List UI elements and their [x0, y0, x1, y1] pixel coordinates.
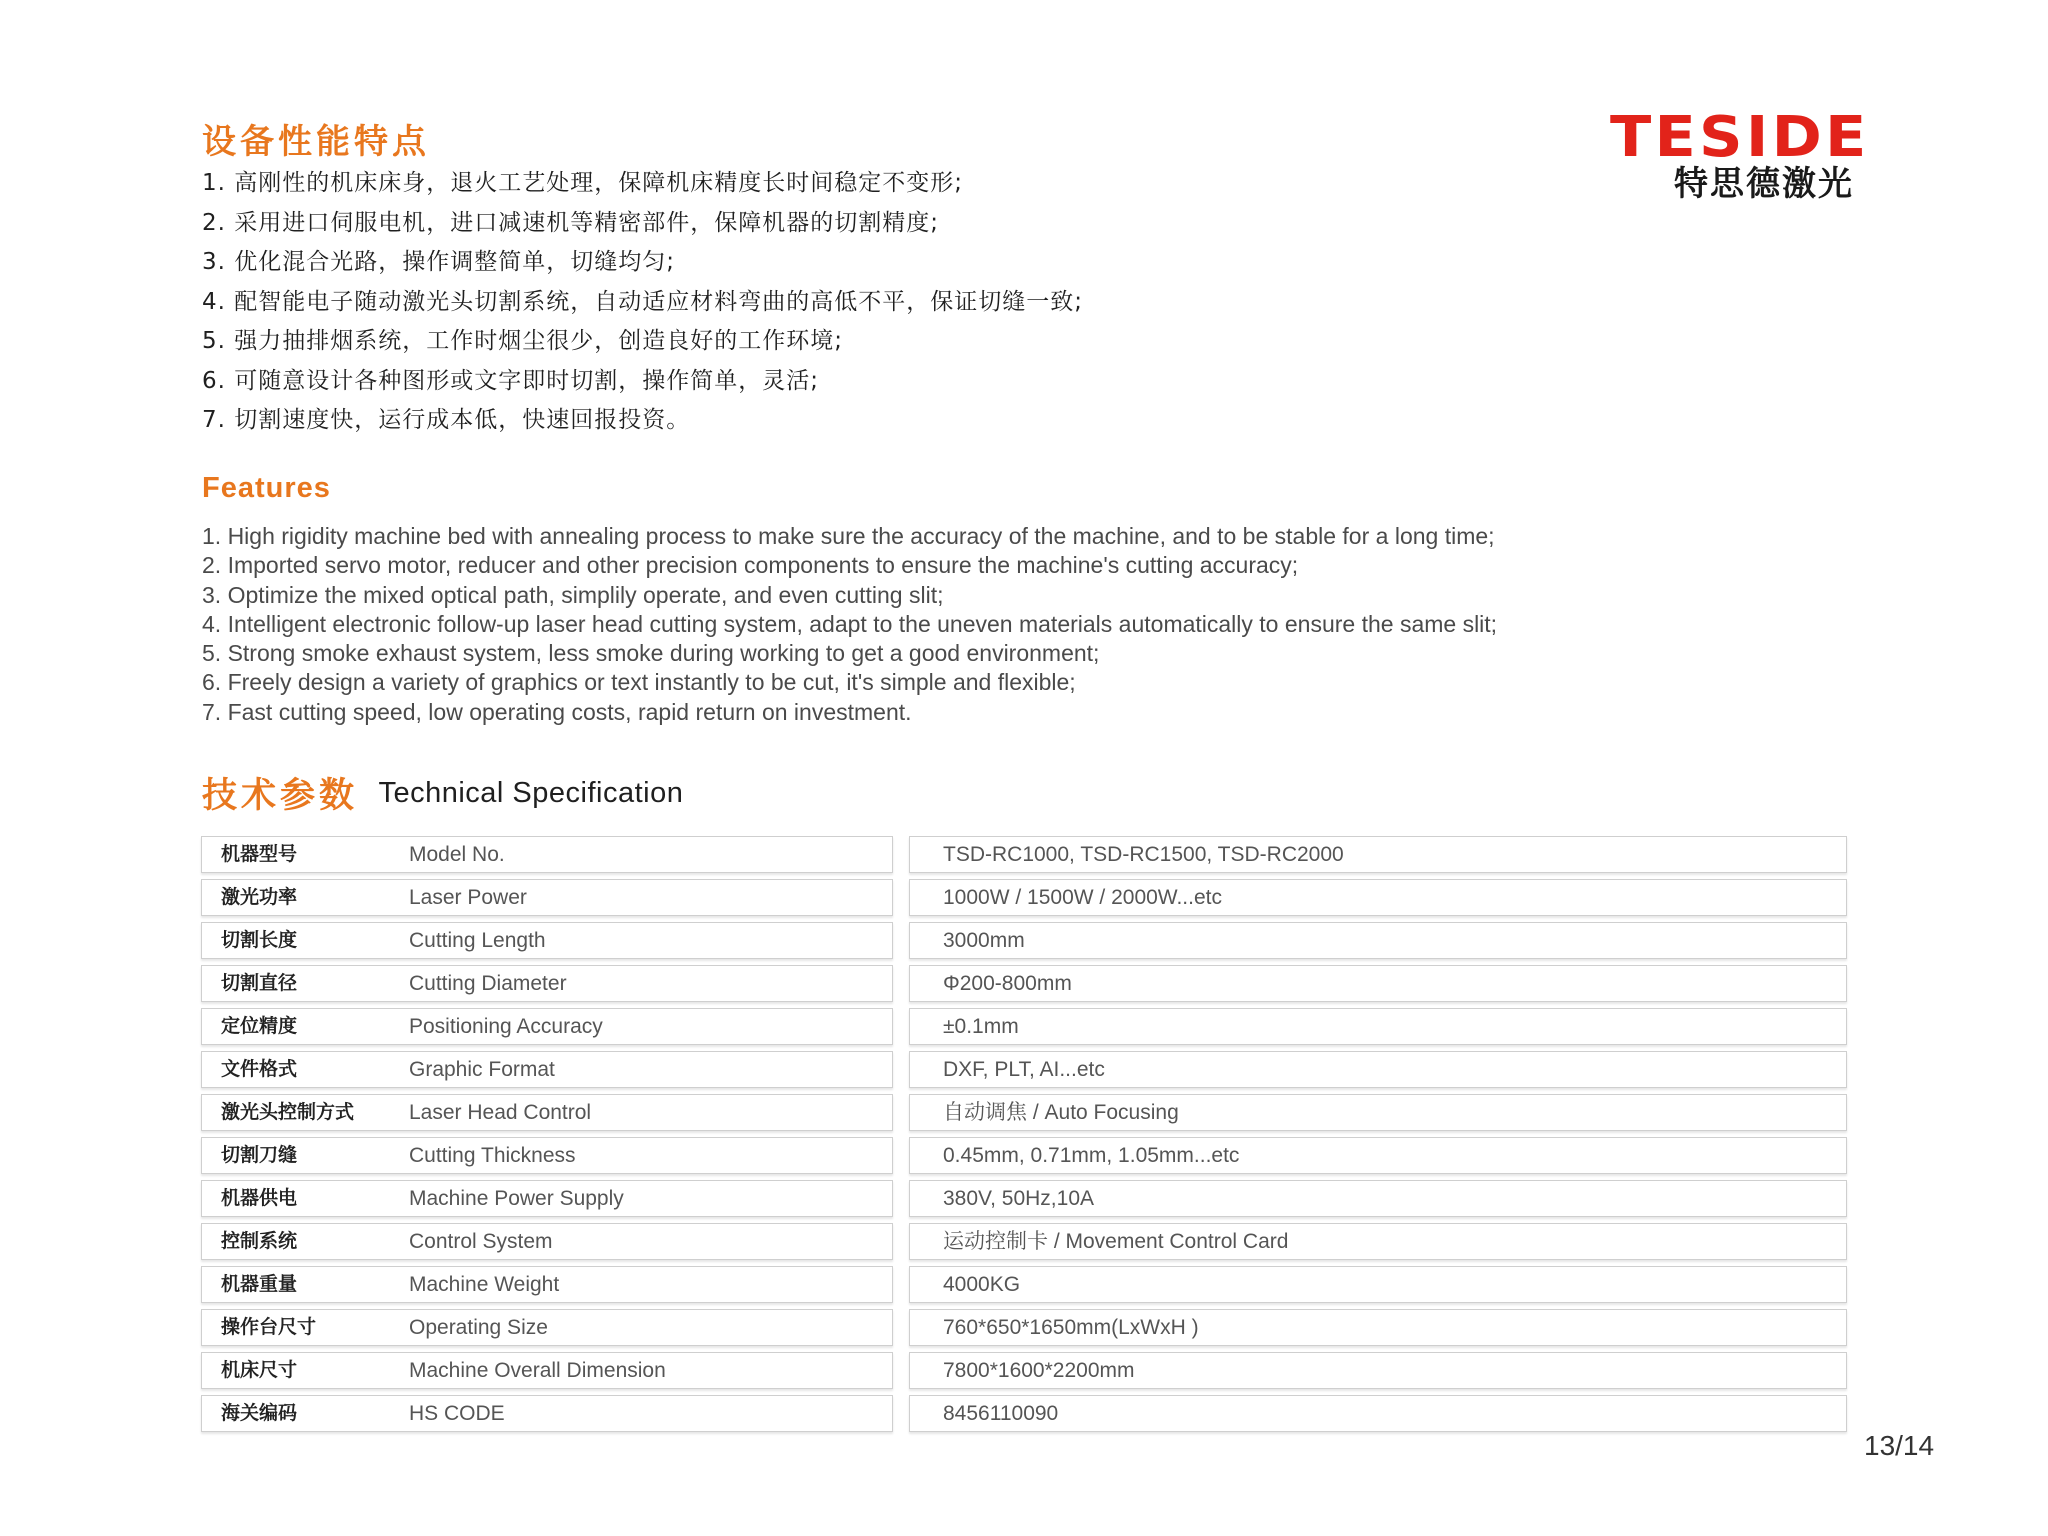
spec-title-cn: 技术参数	[202, 776, 359, 816]
table-row	[201, 836, 1849, 879]
spec-value: Φ200-800mm	[943, 972, 1072, 995]
table-row	[201, 1008, 1849, 1051]
spec-label-en: Laser Head Control	[409, 1101, 592, 1124]
spec-label-cell	[201, 1008, 893, 1045]
spec-label-en: Machine Overall Dimension	[409, 1359, 666, 1382]
spec-label-cn: 切割刀缝	[221, 1144, 298, 1166]
page-number: 13/14	[1864, 1430, 1935, 1461]
logo-wordmark: TESIDE	[1610, 105, 1870, 170]
table-row	[201, 1352, 1849, 1395]
spec-label-cell	[201, 836, 893, 873]
spec-value-cell	[909, 1352, 1847, 1389]
spec-label-cn: 切割直径	[221, 972, 298, 994]
spec-label-en: Cutting Thickness	[409, 1144, 576, 1167]
spec-label-cell	[201, 1309, 893, 1346]
list-item: 2. Imported servo motor, reducer and other precision components to ensure the machine's cutting accuracy;	[202, 552, 1299, 579]
list-item: 5. 强力抽排烟系统，工作时烟尘很少，创造良好的工作环境;	[202, 328, 844, 354]
spec-table	[201, 836, 1849, 1438]
list-item: 5. Strong smoke exhaust system, less smoke during working to get a good environment;	[202, 640, 1100, 667]
company-logo	[1610, 105, 1930, 204]
spec-label-en: Control System	[409, 1230, 553, 1253]
spec-value: 1000W / 1500W / 2000W...etc	[943, 886, 1222, 909]
spec-label-en: Positioning Accuracy	[409, 1015, 603, 1038]
spec-value: TSD-RC1000, TSD-RC1500, TSD-RC2000	[943, 843, 1344, 866]
list-item: 3. Optimize the mixed optical path, simplily operate, and even cutting slit;	[202, 581, 944, 608]
spec-value: 7800*1600*2200mm	[943, 1359, 1135, 1382]
logo-chinese-name: 特思德激光	[1674, 164, 1854, 204]
spec-value: 760*650*1650mm(LxWxH )	[943, 1316, 1199, 1339]
table-row	[201, 1223, 1849, 1266]
spec-label-en: HS CODE	[409, 1402, 505, 1425]
spec-label-cell	[201, 1180, 893, 1217]
list-item: 7. Fast cutting speed, low operating costs, rapid return on investment.	[202, 698, 912, 725]
table-row	[201, 1051, 1849, 1094]
spec-label-cell	[201, 922, 893, 959]
spec-label-cell	[201, 1395, 893, 1432]
spec-value: DXF, PLT, AI...etc	[943, 1058, 1105, 1081]
spec-label-cn: 激光功率	[221, 886, 298, 908]
spec-value-cell	[909, 1395, 1847, 1432]
spec-section-title	[202, 768, 683, 818]
spec-label-cell	[201, 1051, 893, 1088]
spec-label-en: Laser Power	[409, 886, 527, 909]
spec-value: 3000mm	[943, 929, 1025, 952]
spec-value: 380V, 50Hz,10A	[943, 1187, 1095, 1210]
spec-label-en: Cutting Diameter	[409, 972, 567, 995]
table-row	[201, 965, 1849, 1008]
list-item: 4. Intelligent electronic follow-up laser head cutting system, adapt to the uneven materials automatically to ensure the same slit;	[202, 610, 1498, 637]
list-item: 1. 高刚性的机床床身，退火工艺处理，保障机床精度长时间稳定不变形;	[202, 170, 964, 196]
spec-value-cell	[909, 1051, 1847, 1088]
spec-label-cell	[201, 1223, 893, 1260]
spec-label-en: Graphic Format	[409, 1058, 555, 1081]
spec-label-cn: 切割长度	[221, 929, 298, 951]
spec-label-en: Machine Weight	[409, 1273, 560, 1296]
spec-value: 0.45mm, 0.71mm, 1.05mm...etc	[943, 1144, 1240, 1167]
spec-label-cell	[201, 1094, 893, 1131]
spec-label-cn: 机器重量	[221, 1273, 298, 1295]
features-en-heading: Features	[202, 472, 331, 504]
spec-label-cn: 操作台尺寸	[221, 1316, 317, 1338]
table-row	[201, 1180, 1849, 1223]
list-item: 1. High rigidity machine bed with annealing process to make sure the accuracy of the machine, and to be stable for a long time;	[202, 523, 1495, 549]
spec-label-cell	[201, 879, 893, 916]
spec-label-cell	[201, 965, 893, 1002]
spec-label-cell	[201, 1137, 893, 1174]
spec-value: 8456110090	[943, 1402, 1059, 1425]
spec-label-cn: 机器型号	[221, 843, 298, 865]
list-item: 4. 配智能电子随动激光头切割系统，自动适应材料弯曲的高低不平，保证切缝一致;	[202, 288, 1084, 315]
list-item: 6. 可随意设计各种图形或文字即时切割，操作简单，灵活;	[202, 367, 820, 394]
table-row	[201, 1137, 1849, 1180]
spec-value: ±0.1mm	[943, 1015, 1019, 1038]
spec-value-cell	[909, 1008, 1847, 1045]
spec-value-cell	[909, 836, 1847, 873]
features-en-list	[202, 522, 1497, 727]
spec-value-cell	[909, 965, 1847, 1002]
table-row	[201, 1266, 1849, 1309]
spec-label-en: Operating Size	[409, 1316, 548, 1339]
spec-value: 4000KG	[943, 1273, 1021, 1296]
table-row	[201, 1309, 1849, 1352]
spec-value-cell	[909, 1266, 1847, 1303]
list-item: 7. 切割速度快，运行成本低，快速回报投资。	[202, 407, 691, 433]
spec-value-cell	[909, 1309, 1847, 1346]
list-item: 3. 优化混合光路，操作调整简单，切缝均匀;	[202, 249, 676, 275]
features-cn-list	[202, 164, 1083, 441]
spec-label-cn: 机器供电	[221, 1187, 298, 1209]
table-row	[201, 1395, 1849, 1438]
table-row	[201, 879, 1849, 922]
spec-label-cn: 机床尺寸	[221, 1359, 298, 1381]
table-row	[201, 1094, 1849, 1137]
spec-label-en: Machine Power Supply	[409, 1187, 624, 1210]
features-cn-heading: 设备性能特点	[202, 122, 430, 162]
table-row	[201, 922, 1849, 965]
spec-value-cell	[909, 1094, 1847, 1131]
spec-value-cell	[909, 922, 1847, 959]
spec-label-cn: 海关编码	[221, 1402, 298, 1424]
spec-value-cell	[909, 879, 1847, 916]
list-item: 6. Freely design a variety of graphics or text instantly to be cut, it's simple and flexible;	[202, 669, 1076, 696]
spec-value: 运动控制卡 / Movement Control Card	[943, 1230, 1289, 1253]
spec-label-cn: 控制系统	[221, 1230, 298, 1252]
spec-label-cn: 激光头控制方式	[221, 1101, 355, 1123]
spec-label-cell	[201, 1266, 893, 1303]
spec-title-en: Technical Specification	[378, 776, 684, 809]
list-item: 2. 采用进口伺服电机，进口减速机等精密部件，保障机器的切割精度;	[202, 209, 940, 236]
spec-value-cell	[909, 1137, 1847, 1174]
spec-label-en: Model No.	[409, 843, 505, 866]
spec-label-en: Cutting Length	[409, 929, 546, 952]
spec-label-cn: 定位精度	[221, 1015, 298, 1037]
spec-value: 自动调焦 / Auto Focusing	[943, 1101, 1179, 1124]
spec-label-cell	[201, 1352, 893, 1389]
spec-label-cn: 文件格式	[221, 1058, 298, 1080]
spec-value-cell	[909, 1223, 1847, 1260]
spec-value-cell	[909, 1180, 1847, 1217]
